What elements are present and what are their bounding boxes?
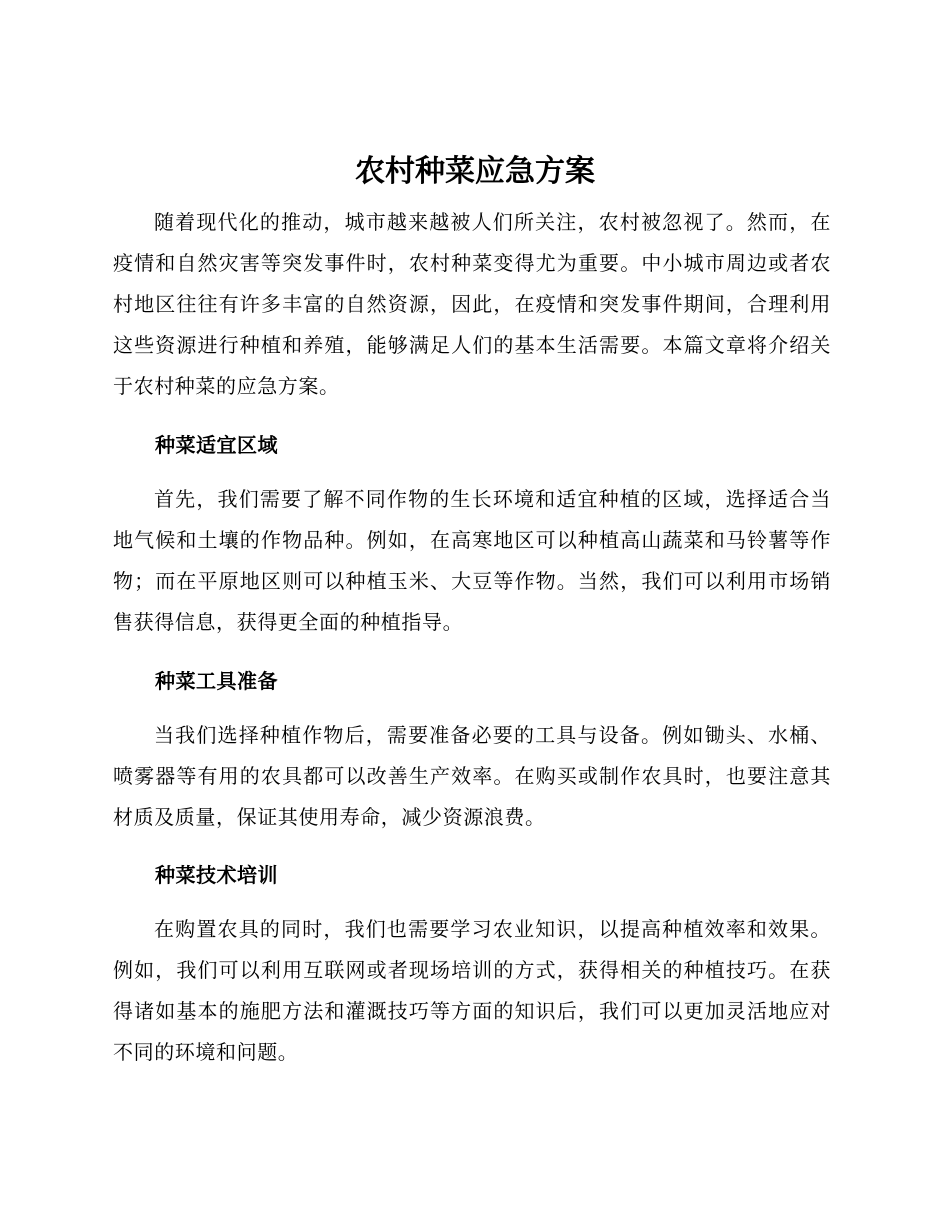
section-heading-technical-training: 种菜技术培训: [155, 863, 278, 887]
section-paragraph-tool-preparation: 当我们选择种植作物后，需要准备必要的工具与设备。例如锄头、水桶、喷雾器等有用的农具都可以改善生产效率。在购买或制作农具时，也要注意其材质及质量，保证其使用寿命，减少资源浪费。: [113, 723, 831, 829]
page-title: 农村种菜应急方案: [355, 154, 595, 189]
section-paragraph-technical-training: 在购置农具的同时，我们也需要学习农业知识，以提高种植效率和效果。例如，我们可以利用互联网或者现场培训的方式，获得相关的种植技巧。在获得诸如基本的施肥方法和灌溉技巧等方面的知识后，我们可以更加灵活地应对不同的环境和问题。: [113, 917, 831, 1064]
section-paragraph-suitable-area: 首先，我们需要了解不同作物的生长环境和适宜种植的区域，选择适合当地气候和土壤的作物品种。例如，在高寒地区可以种植高山蔬菜和马铃薯等作物；而在平原地区则可以种植玉米、大豆等作物。当然，我们可以利用市场销售获得信息，获得更全面的种植指导。: [113, 487, 831, 634]
section-heading-suitable-area: 种菜适宜区域: [155, 433, 278, 457]
intro-paragraph: 随着现代化的推动，城市越来越被人们所关注，农村被忽视了。然而，在疫情和自然灾害等突发事件时，农村种菜变得尤为重要。中小城市周边或者农村地区往往有许多丰富的自然资源，因此，在疫情和突发事件期间，合理利用这些资源进行种植和养殖，能够满足人们的基本生活需要。本篇文章将介绍关于农村种菜的应急方案。: [113, 210, 831, 398]
section-heading-tool-preparation: 种菜工具准备: [155, 669, 278, 693]
